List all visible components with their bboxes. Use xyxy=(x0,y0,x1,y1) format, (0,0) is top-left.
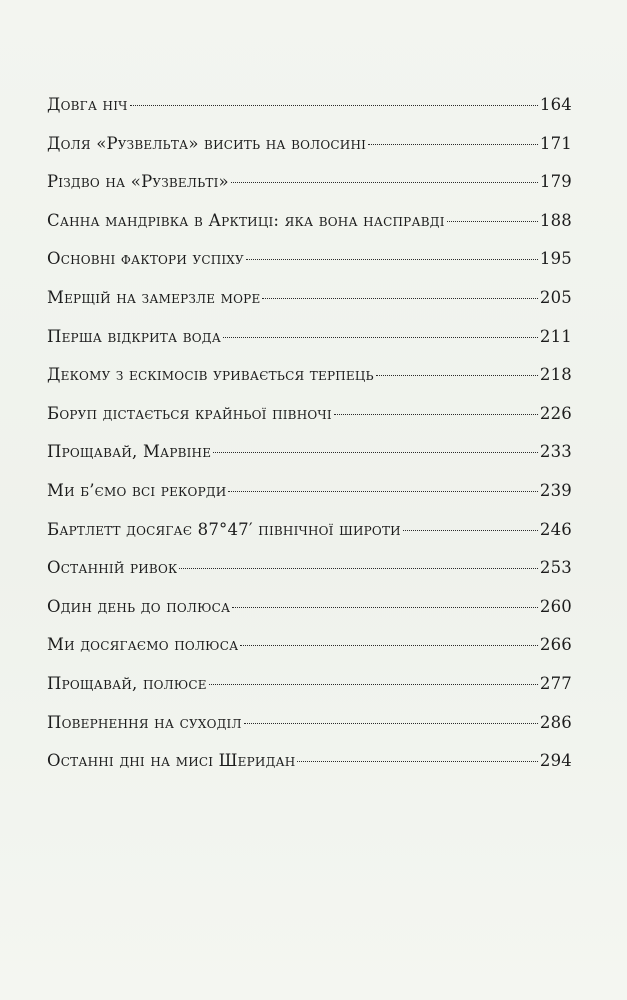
toc-entry xyxy=(47,481,572,520)
toc-entry xyxy=(47,520,572,559)
table-of-contents xyxy=(47,95,572,790)
dot-leader xyxy=(240,645,538,646)
toc-entry-page: 253 xyxy=(539,558,572,578)
toc-entry-page: 266 xyxy=(539,635,572,655)
dot-leader xyxy=(262,298,537,299)
toc-entry xyxy=(47,327,572,366)
dot-leader xyxy=(246,259,538,260)
dot-leader xyxy=(376,375,538,376)
dot-leader xyxy=(231,182,538,183)
dot-leader xyxy=(244,723,538,724)
toc-entry-page: 260 xyxy=(539,596,572,616)
toc-entry-title: Різдво на «Рузвельті» xyxy=(47,172,229,192)
toc-entry-page: 205 xyxy=(539,287,572,307)
toc-entry xyxy=(47,597,572,636)
dot-leader xyxy=(368,144,538,145)
toc-entry xyxy=(47,365,572,404)
toc-entry-title: Перша відкрита вода xyxy=(47,326,222,346)
toc-entry-title: Ми досягаємо полюса xyxy=(47,635,239,655)
toc-entry-page: 239 xyxy=(539,480,572,500)
dot-leader xyxy=(223,337,538,338)
toc-entry-page: 171 xyxy=(539,133,572,153)
toc-entry-title: Мерщій на замерзле море xyxy=(47,287,261,307)
toc-entry xyxy=(47,635,572,674)
dot-leader xyxy=(232,607,538,608)
toc-entry-title: Ми б’ємо всі рекорди xyxy=(47,480,227,500)
toc-entry-page: 286 xyxy=(539,712,572,732)
toc-entry-title: Прощавай, Марвіне xyxy=(47,442,212,462)
dot-leader xyxy=(213,452,538,453)
toc-entry xyxy=(47,713,572,752)
toc-entry-page: 277 xyxy=(539,673,572,693)
dot-leader xyxy=(228,491,537,492)
toc-entry-page: 294 xyxy=(539,751,572,771)
toc-entry-title: Останній ривок xyxy=(47,558,178,578)
toc-entry-page: 164 xyxy=(539,95,572,114)
toc-entry xyxy=(47,134,572,173)
toc-entry-page: 246 xyxy=(539,519,572,539)
toc-entry xyxy=(47,674,572,713)
toc-entry xyxy=(47,442,572,481)
toc-entry-page: 226 xyxy=(539,403,572,423)
dot-leader xyxy=(447,221,538,222)
toc-entry-title: Бартлетт досягає 87°47′ північної широти xyxy=(47,519,401,539)
toc-entry xyxy=(47,172,572,211)
toc-entry xyxy=(47,751,572,790)
toc-entry xyxy=(47,95,572,134)
toc-entry-page: 188 xyxy=(539,210,572,230)
toc-entry xyxy=(47,404,572,443)
dot-leader xyxy=(209,684,538,685)
toc-entry-title: Боруп дістається крайньої півночі xyxy=(47,403,332,423)
toc-entry-title: Останні дні на мисі Шеридан xyxy=(47,751,296,771)
toc-entry xyxy=(47,249,572,288)
dot-leader xyxy=(130,105,538,106)
toc-entry-title: Декому з ескімосів уривається терпець xyxy=(47,365,374,385)
dot-leader xyxy=(179,568,537,569)
toc-entry-title: Один день до полюса xyxy=(47,596,231,616)
toc-entry-title: Повернення на суходіл xyxy=(47,712,242,732)
toc-entry-title: Доля «Рузвельта» висить на волосині xyxy=(47,133,367,153)
toc-entry-title: Основні фактори успіху xyxy=(47,249,244,269)
toc-entry-title: Санна мандрівка в Арктиці: яка вона насправді xyxy=(47,210,445,230)
dot-leader xyxy=(297,761,537,762)
toc-entry-title: Прощавай, полюсе xyxy=(47,673,207,693)
toc-entry-page: 211 xyxy=(539,326,572,346)
toc-entry-title: Довга ніч xyxy=(47,95,128,114)
toc-entry xyxy=(47,558,572,597)
toc-entry-page: 233 xyxy=(539,442,572,462)
dot-leader xyxy=(403,530,538,531)
toc-entry-page: 195 xyxy=(539,249,572,269)
toc-entry-page: 218 xyxy=(539,365,572,385)
toc-entry-page: 179 xyxy=(539,172,572,192)
dot-leader xyxy=(334,414,538,415)
toc-entry xyxy=(47,288,572,327)
toc-entry xyxy=(47,211,572,250)
